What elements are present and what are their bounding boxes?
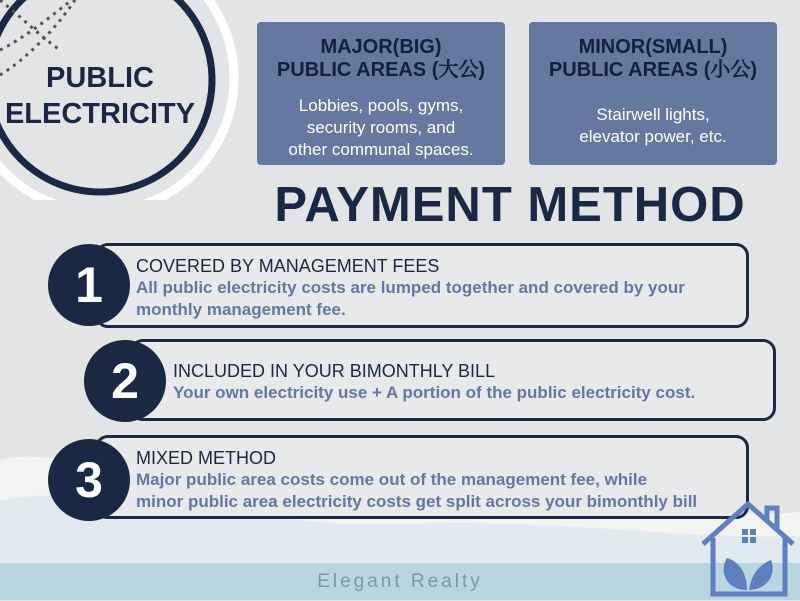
method-2-box: [130, 339, 776, 421]
card-minor-desc-line1: Stairwell lights,: [596, 105, 710, 124]
method-1-desc-line1: All public electricity costs are lumped together and covered by your: [136, 278, 685, 297]
circle-title: [0, 60, 200, 132]
card-major-title-line1: MAJOR(BIG): [320, 36, 442, 58]
card-minor-title: [529, 36, 777, 82]
footer-brand: Elegant Realty: [317, 571, 483, 592]
method-3-description: [136, 469, 746, 513]
method-1-description: [136, 277, 746, 321]
method-2-number-badge: 2: [84, 340, 166, 422]
card-major-desc-line2: security rooms, and: [306, 118, 456, 137]
method-3-title: MIXED METHOD: [136, 448, 277, 468]
card-minor-title-line2: PUBLIC AREAS (小公): [548, 59, 758, 81]
method-1-number-badge: 1: [48, 244, 130, 326]
circle-title-line2: ELECTRICITY: [4, 98, 196, 130]
payment-method-heading: PAYMENT METHOD: [274, 178, 746, 232]
method-1-desc-line2: monthly management fee.: [136, 300, 346, 319]
card-minor-title-line1: MINOR(SMALL): [578, 36, 728, 58]
card-major-description: [257, 95, 505, 161]
method-3-desc-line1: Major public area costs come out of the management fee, while: [136, 470, 648, 489]
method-3-number-badge: 3: [48, 439, 130, 521]
house-leaf-icon: [697, 498, 799, 598]
card-major-public-areas: [257, 22, 505, 165]
card-major-title-line2: PUBLIC AREAS (大公): [276, 59, 486, 81]
method-2-description: [173, 382, 773, 404]
card-minor-description: [529, 104, 777, 148]
method-1-title: COVERED BY MANAGEMENT FEES: [136, 256, 440, 276]
card-minor-desc-line2: elevator power, etc.: [579, 127, 727, 146]
method-1-box: [95, 243, 749, 328]
method-3-desc-line2: minor public area electricity costs get split across your bimonthly bill: [136, 492, 698, 511]
method-3-box: [95, 435, 749, 519]
method-2-desc-line1: Your own electricity use + A portion of the public electricity cost.: [173, 383, 696, 402]
circle-title-line1: PUBLIC: [46, 62, 154, 94]
card-minor-public-areas: [529, 22, 777, 165]
card-major-desc-line3: other communal spaces.: [288, 140, 474, 159]
card-major-desc-line1: Lobbies, pools, gyms,: [298, 96, 464, 115]
method-2-title: INCLUDED IN YOUR BIMONTHLY BILL: [173, 361, 496, 381]
footer-band: [0, 563, 800, 600]
card-major-title: [257, 36, 505, 82]
